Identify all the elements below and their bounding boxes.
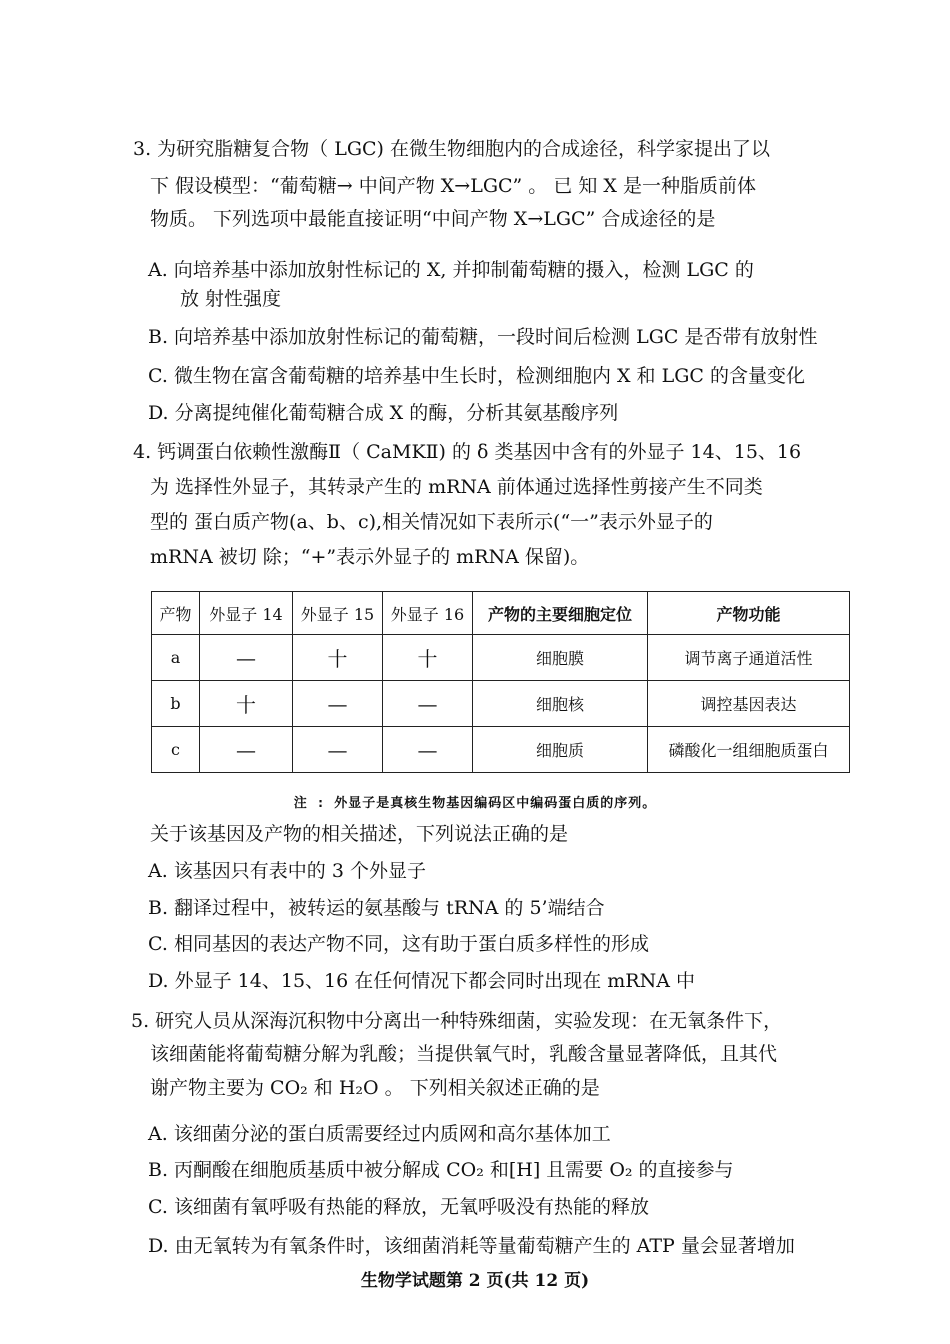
cell-exon-14: 十 <box>200 681 293 727</box>
header-localization: 产物的主要细胞定位 <box>473 592 648 635</box>
q4-stem-line-2: 为 选择性外显子，其转录产生的 mRNA 前体通过选择性剪接产生不同类 <box>150 476 763 498</box>
q5-stem-line-2: 该细菌能将葡萄糖分解为乳酸；当提供氧气时，乳酸含量显著降低，且其代 <box>150 1043 778 1065</box>
q5-stem-line-3: 谢产物主要为 CO₂ 和 H₂O 。 下列相关叙述正确的是 <box>150 1077 600 1099</box>
q3-stem-line-2: 下 假设模型：“葡萄糖→ 中间产物 X→LGC” 。 已 知 X 是一种脂质前体 <box>150 175 756 197</box>
cell-exon-16: 十 <box>383 635 473 681</box>
q4-option-b: B. 翻译过程中，被转运的氨基酸与 tRNA 的 5’端结合 <box>148 897 605 919</box>
q3-option-d: D. 分离提纯催化葡萄糖合成 X 的酶，分析其氨基酸序列 <box>148 402 619 424</box>
q3-option-a: A. 向培养基中添加放射性标记的 X, 并抑制葡萄糖的摄入，检测 LGC 的 <box>148 259 754 281</box>
cell-product: c <box>152 727 200 773</box>
q5-option-d: D. 由无氧转为有氧条件时，该细菌消耗等量葡萄糖产生的 ATP 量会显著增加 <box>148 1235 795 1257</box>
q3-stem-line-3: 物质。 下列选项中最能直接证明“中间产物 X→LGC” 合成途径的是 <box>150 208 716 230</box>
cell-localization: 细胞膜 <box>473 635 648 681</box>
cell-exon-16: — <box>383 681 473 727</box>
q5-option-c: C. 该细菌有氧呼吸有热能的释放，无氧呼吸没有热能的释放 <box>148 1196 649 1218</box>
cell-function: 调控基因表达 <box>648 681 850 727</box>
cell-exon-15: 十 <box>293 635 383 681</box>
q4-stem-line-3: 型的 蛋白质产物(a、b、c),相关情况如下表所示(“一”表示外显子的 <box>150 511 713 533</box>
q5-stem-line-1: 5. 研究人员从深海沉积物中分离出一种特殊细菌，实验发现：在无氧条件下， <box>131 1010 783 1032</box>
q3-option-c: C. 微生物在富含葡萄糖的培养基中生长时，检测细胞内 X 和 LGC 的含量变化 <box>148 365 805 387</box>
table-header-row <box>152 592 850 635</box>
cell-exon-16: — <box>383 727 473 773</box>
q3-option-a-cont: 放 射性强度 <box>180 288 282 310</box>
q4-option-d: D. 外显子 14、15、16 在任何情况下都会同时出现在 mRNA 中 <box>148 970 695 992</box>
q4-stem-line-1: 4. 钙调蛋白依赖性激酶Ⅱ（ CaMKⅡ) 的 δ 类基因中含有的外显子 14、15、16 <box>133 441 802 463</box>
cell-function: 磷酸化一组细胞质蛋白 <box>648 727 850 773</box>
table-row <box>152 727 850 773</box>
q5-option-b: B. 丙酮酸在细胞质基质中被分解成 CO₂ 和[H] 且需要 O₂ 的直接参与 <box>148 1159 734 1181</box>
cell-exon-14: — <box>200 727 293 773</box>
header-exon-16: 外显子 16 <box>383 592 473 635</box>
q4-stem-line-4: mRNA 被切 除；“+”表示外显子的 mRNA 保留)。 <box>150 546 590 568</box>
cell-product: a <box>152 635 200 681</box>
header-product: 产物 <box>152 592 200 635</box>
q5-option-a: A. 该细菌分泌的蛋白质需要经过内质网和高尔基体加工 <box>148 1123 611 1145</box>
q4-question: 关于该基因及产物的相关描述，下列说法正确的是 <box>150 823 569 845</box>
cell-localization: 细胞质 <box>473 727 648 773</box>
table-note: 注 : 外显子是真核生物基因编码区中编码蛋白质的序列。 <box>293 796 657 811</box>
q4-option-a: A. 该基因只有表中的 3 个外显子 <box>148 860 426 882</box>
q3-stem-line-1: 3. 为研究脂糖复合物（ LGC) 在微生物细胞内的合成途径，科学家提出了以 <box>133 138 770 160</box>
cell-exon-15: — <box>293 727 383 773</box>
cell-localization: 细胞核 <box>473 681 648 727</box>
table-row <box>152 681 850 727</box>
page-footer: 生物学试题第 2 页(共 12 页) <box>360 1271 590 1291</box>
header-exon-14: 外显子 14 <box>200 592 293 635</box>
q3-option-b: B. 向培养基中添加放射性标记的葡萄糖，一段时间后检测 LGC 是否带有放射性 <box>148 326 818 348</box>
table-row <box>152 635 850 681</box>
exon-table <box>151 591 850 773</box>
cell-function: 调节离子通道活性 <box>648 635 850 681</box>
header-function: 产物功能 <box>648 592 850 635</box>
cell-exon-14: — <box>200 635 293 681</box>
cell-exon-15: — <box>293 681 383 727</box>
q4-option-c: C. 相同基因的表达产物不同，这有助于蛋白质多样性的形成 <box>148 933 649 955</box>
header-exon-15: 外显子 15 <box>293 592 383 635</box>
cell-product: b <box>152 681 200 727</box>
